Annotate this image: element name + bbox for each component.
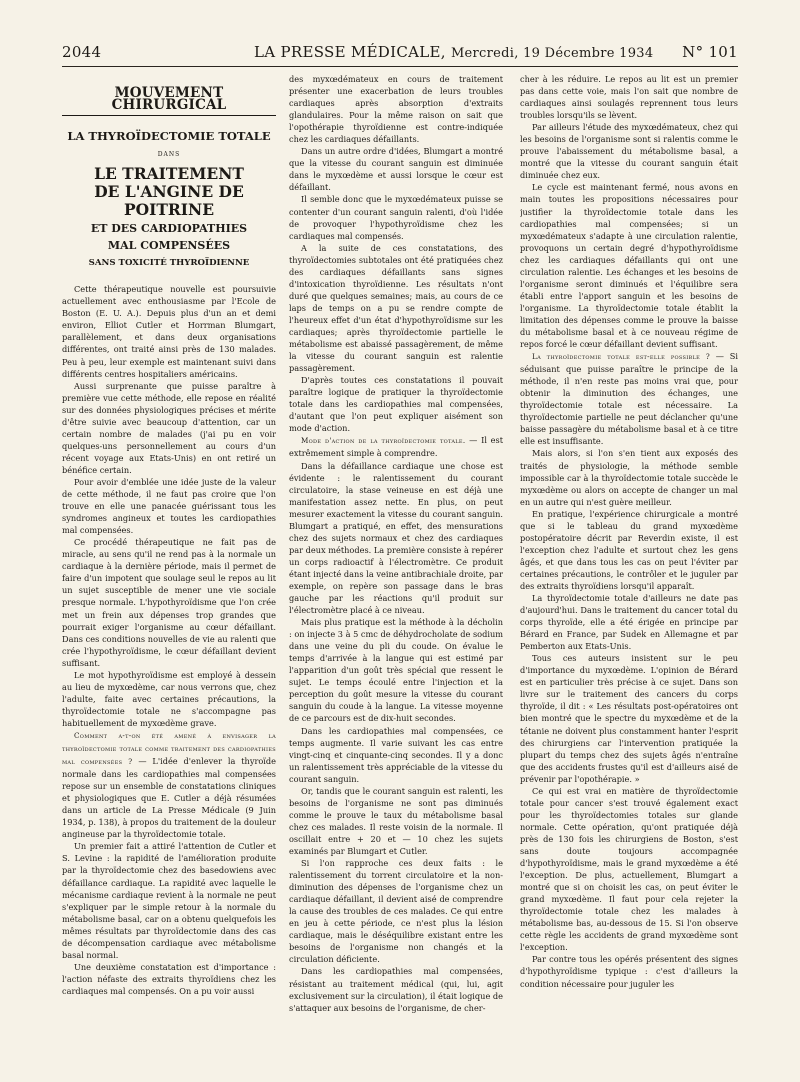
- paragraph: Dans les cardiopathies mal compensées, ce temps augmente. Il varie suivant les cas entre vingt-cinq et cinquante-cinq secondes. Il y a donc un ralentissement très appréciable de la vitesse du courant sanguin.: [289, 725, 503, 784]
- issue-number: N° 101: [682, 43, 738, 61]
- paragraph: Tous ces auteurs insistent sur le peu d'importance du myxœdème. L'opinion de Bérard est en particulier très précise à ce sujet. Dans son livre sur le traitement des cancers du corps thyroïde, il dit : « Les résultats post-opératoires ont bien montré que le spectre du myxœdème et de la tétanie ne doivent plus constamment hanter l'esprit des chirurgiens car l'intervention pratiquée la plupart du temps chez des sujets âgés n'entraîne que des accidents frustes qu'il est d'ailleurs aisé de prévenir par l'opothérapie. »: [520, 653, 738, 784]
- paragraph: Un premier fait a attiré l'attention de Cutler et S. Levine : la rapidité de l'amélioration produite par la thyroïdectomie chez des basedowiens avec défaillance cardiaque. La rapidité avec laquelle le mécanisme cardiaque revient à la normale ne peut s'expliquer par le simple retour à la normale du métabolisme basal, car on a obtenu quelquefois les mêmes résultats par thyroïdectomie dans des cas de décompensation cardiaque avec métabolisme basal normal.: [62, 841, 276, 960]
- section-title: MOUVEMENT CHIRURGICAL: [111, 85, 227, 114]
- column-1: [62, 73, 276, 1073]
- paragraph: D'après toutes ces constatations il pouvait paraître logique de pratiquer la thyroïdectomie totale dans les cardiopathies mal compensées, d'autant que l'on peut expliquer aisément son mode d'action.: [289, 375, 503, 434]
- paragraph: Dans les cardiopathies mal compensées, résistant au traitement médical (qui, lui, agit exclusivement sur la circulation), il était logique de s'attaquer aux besoins de l'organisme, de cher-: [289, 966, 503, 1013]
- section-rule: [62, 115, 276, 116]
- paragraph: Mais alors, si l'on s'en tient aux exposés des traités de physiologie, la méthode semble impossible car à la thyroïdectomie totale succède le myxœdème ou alors on accepte de changer un mal en un autre qui n'est guère meilleur.: [520, 448, 738, 507]
- title-main-1: LE TRAITEMENT: [94, 164, 244, 184]
- title-sub-2: MAL COMPENSÉES: [107, 239, 231, 253]
- paragraph-text: — L'idée d'enlever la thyroïde normale dans les cardiopathies mal compensées repose sur un ensemble de constatations cliniques et physiologiques que E. Cutler a déjà résumées dans un article de La Presse Médicale (9 Juin 1934, p. 138), à propos du traitement de la douleur angineuse par la thyroïdectomie totale.: [62, 756, 276, 840]
- subhead: Comment a-t-on été amené à envisager la thyroïdectomie totale comme traitement des cardiopathies mal compensées ?: [62, 730, 276, 767]
- paragraph: Mais plus pratique est la méthode à la décholin : on injecte 3 à 5 cmc de déhydrocholate de sodium dans une veine du pli du coude. On évalue le temps d'arrivée à la langue qui est estimé par l'apparition d'un goût très spécial que ressent le sujet. Le temps écoulé entre l'injection et la perception du goût mesure la vitesse du courant sanguin du coude à la langue. La vitesse moyenne de ce parcours est de dix-huit secondes.: [289, 617, 503, 724]
- subhead: Mode d'action de la thyroïdectomie totale.: [301, 436, 466, 446]
- title-sans-toxicite: SANS TOXICITÉ THYROÏDIENNE: [88, 258, 250, 269]
- paragraph-text: — Il est extrêmement simple à comprendre.: [289, 435, 503, 459]
- paragraph-with-subhead: [289, 434, 503, 459]
- paragraph: des myxœdémateux en cours de traitement présenter une exacerbation de leurs troubles cardiaques après absorption d'extraits glandulaires. Pour la même raison on sait que l'opothérapie thyroïdienne est contre-indiquée chez les cardiaques défaillants.: [289, 74, 503, 145]
- paragraph-with-subhead: [520, 350, 738, 447]
- paragraph-text: — Si séduisant que puisse paraître le principe de la méthode, il n'en reste pas moins vrai que, pour obtenir la diminution des échanges, une thyroïdectomie totale est nécessaire. La thyroïdectomie partielle ne peut déclancher qu'une baisse passagère du métabolisme basal et à ce titre elle est insuffisante.: [520, 351, 738, 447]
- page-number: 2044: [62, 43, 102, 61]
- paragraph: La thyroïdectomie totale d'ailleurs ne date pas d'aujourd'hui. Dans le traitement du cancer total du corps thyroïde, elle a été érigée en principe par Bérard en France, par Sudek en Allemagne et par Pemberton aux Etats-Unis.: [520, 593, 738, 652]
- title-sub-1: ET DES CARDIOPATHIES: [90, 222, 248, 236]
- page-header: [62, 43, 738, 63]
- paragraph: Ce qui est vrai en matière de thyroïdectomie totale pour cancer s'est trouvé également exact pour les thyroïdectomies totales sur glande normale. Cette opération, qu'ont pratiquée déjà près de 130 fois les chirurgiens de Boston, s'est sans doute toujours accompagnée d'hypothyroïdisme, mais le grand myxœdème a été l'exception. De plus, actuellement, Blumgart a montré que si on choisit les cas, on peut éviter le grand myxœdème. Il faut pour cela rejeter la thyroïdectomie totale chez les malades à métabolisme bas, au-dessous de 15. Si l'on observe cette règle les accidents de grand myxœdème sont l'exception.: [520, 785, 738, 953]
- paragraph: Il semble donc que le myxœdémateux puisse se contenter d'un courant sanguin ralenti, d'où l'idée de provoquer l'hypothyroïdisme chez les cardiaques mal compensés.: [289, 194, 503, 241]
- paragraph: Cette thérapeutique nouvelle est poursuivie actuellement avec enthousiasme par l'Ecole de Boston (E. U. A.). Depuis plus d'un an et demi environ, Elliot Cutler et Horrman Blumgart, parallèlement, et dans deux organisations différentes, ont traité ainsi près de 130 malades. Peu à peu, leur exemple est maintenant suivi dans différents centres hospitaliers américains.: [62, 284, 276, 379]
- subhead: La thyroïdectomie totale est-elle possible ?: [532, 352, 710, 362]
- paragraph: A la suite de ces constatations, des thyroïdectomies subtotales ont été pratiquées chez des cardiaques défaillants sans signes d'intoxication thyroïdienne. Les résultats n'ont duré que quelques semaines; mais, au cours de ce laps de temps on a pu se rendre compte de l'heureux effet d'un état d'hypothyroïdisme sur les cardiaques; après thyroïdectomie partielle le métabolisme est abaissé passagèrement, de même la vitesse du courant sanguin est ralentie passagèrement.: [289, 242, 503, 374]
- paragraph: Aussi surprenante que puisse paraître à première vue cette méthode, elle repose en réalité sur des données physiologiques précises et mérite d'être suivie avec beaucoup d'attention, car un certain nombre de malades (j'ai pu en voir quelques-uns personnellement au cours d'un récent voyage aux Etats-Unis) en ont retiré un bénéfice certain.: [62, 380, 276, 475]
- paragraph: Or, tandis que le courant sanguin est ralenti, les besoins de l'organisme ne sont pas diminués comme le prouve le taux du métabolisme basal chez ces malades. Il reste voisin de la normale. Il oscillait entre + 20 et — 10 chez les sujets examinés par Blumgart et Cutler.: [289, 785, 503, 856]
- paragraph: Une deuxième constatation est d'importance : l'action néfaste des extraits thyroïdiens chez les cardiaques mal compensés. On a pu voir aussi: [62, 961, 276, 996]
- column-2: [289, 73, 503, 1073]
- paragraph: Par ailleurs l'étude des myxœdémateux, chez qui les besoins de l'organisme sont si ralentis comme le prouve l'abaissement du métabolisme basal, a montré que la vitesse du courant sanguin était diminuée chez eux.: [520, 122, 738, 181]
- publication-name: LA PRESSE MÉDICALE,: [254, 43, 446, 61]
- paragraph: Dans un autre ordre d'idées, Blumgart a montré que la vitesse du courant sanguin est diminuée dans le myxœdème et aussi lorsque le cœur est défaillant.: [289, 146, 503, 193]
- paragraph: Pour avoir d'emblée une idée juste de la valeur de cette méthode, il ne faut pas croire que l'on trouve en elle une panacée guérissant tous les syndromes angineux et toutes les cardiopathies mal compensées.: [62, 476, 276, 536]
- article-title: [62, 130, 276, 269]
- issue-date: Mercredi, 19 Décembre 1934: [450, 46, 654, 61]
- paragraph: Si l'on rapproche ces deux faits : le ralentissement du torrent circulatoire et la non-diminution des dépenses de l'organisme chez un cardiaque défaillant, il devient aisé de comprendre la cause des troubles de ces malades. Ce qui entre en jeu à cette période, ce n'est plus la lésion cardiaque, mais le déséquilibre existant entre les besoins de l'organisme non changés et la circulation déficiente.: [289, 858, 503, 965]
- paragraph: Ce procédé thérapeutique ne fait pas de miracle, au sens qu'il ne rend pas à la normale un cardiaque à la dernière période, mais il permet de faire d'un impotent que soulage seul le repos au lit un sujet susceptible de mener une vie sociale presque normale. L'hypothyroïdisme que l'on crée met un frein aux dépenses trop grandes que pourrait exiger l'organisme au cœur défaillant. Dans ces conditions nouvelles de vie au ralenti que crée l'hypothyroïdisme, le cœur défaillant devient suffisant.: [62, 537, 276, 668]
- paragraph: Par contre tous les opérés présentent des signes d'hypothyroïdisme typique : c'est d'ailleurs la condition nécessaire pour juguler les: [520, 954, 738, 989]
- title-dans: DANS: [157, 151, 181, 159]
- column-3: [520, 73, 738, 1073]
- paragraph: En pratique, l'expérience chirurgicale a montré que si le tableau du grand myxœdème postopératoire décrit par Reverdin existe, il est l'exception chez l'adulte et surtout chez les gens âgés, et que dans tous les cas on peut l'éviter par certaines précautions, le contrôler et le juguler par des extraits thyroïdiens lorsqu'il apparaît.: [520, 508, 738, 591]
- publication-line: [254, 43, 653, 61]
- paragraph: Le mot hypothyroïdisme est employé à dessein au lieu de myxœdème, car nous verrons que, chez l'adulte, faite avec certaines précautions, la thyroïdectomie totale ne s'accompagne pas habituellement de myxœdème grave.: [62, 669, 276, 728]
- paragraph: Le cycle est maintenant fermé, nous avons en main toutes les propositions nécessaires pour justifier la thyroïdectomie totale dans les cardiopathies mal compensées; si un myxœdémateux s'adapte à une circulation ralentie, provoquons un certain degré d'hypothyroïdisme chez les cardiaques défaillants qui ont une circulation ralentie. Les échanges et les besoins de l'organisme seront diminués et l'équilibre sera établi entre l'apport sanguin et les besoins de l'organisme. La thyroïdectomie totale établit la limitation des dépenses comme le prouve la baisse du métabolisme basal et à ce nouveau régime de repos forcé le cœur défaillant devient suffisant.: [520, 182, 738, 350]
- title-main-2: DE L'ANGINE DE POITRINE: [94, 182, 244, 220]
- header-rule: [62, 66, 738, 67]
- paragraph-with-subhead: [62, 729, 276, 840]
- paragraph: Dans la défaillance cardiaque une chose est évidente : le ralentissement du courant circulatoire, la stase veineuse en est déjà une manifestation assez nette. En plus, on peut mesurer exactement la vitesse du courant sanguin. Blumgart a pratiqué, en effet, des mensurations chez des sujets normaux et chez des cardiaques par deux méthodes. La première consiste à repérer un corps radioactif à l'électromètre. Ce produit étant injecté dans la veine antibrachiale droite, par exemple, on repère son passage dans le bras gauche par les réactions qu'il produit sur l'électromètre placé à ce niveau.: [289, 460, 503, 616]
- paragraph: cher à les réduire. Le repos au lit est un premier pas dans cette voie, mais l'on sait que nombre de cardiaques ainsi soulagés reprennent tous leurs troubles lorsqu'ils se lèvent.: [520, 74, 738, 121]
- title-line-1: LA THYROÏDECTOMIE TOTALE: [67, 129, 271, 144]
